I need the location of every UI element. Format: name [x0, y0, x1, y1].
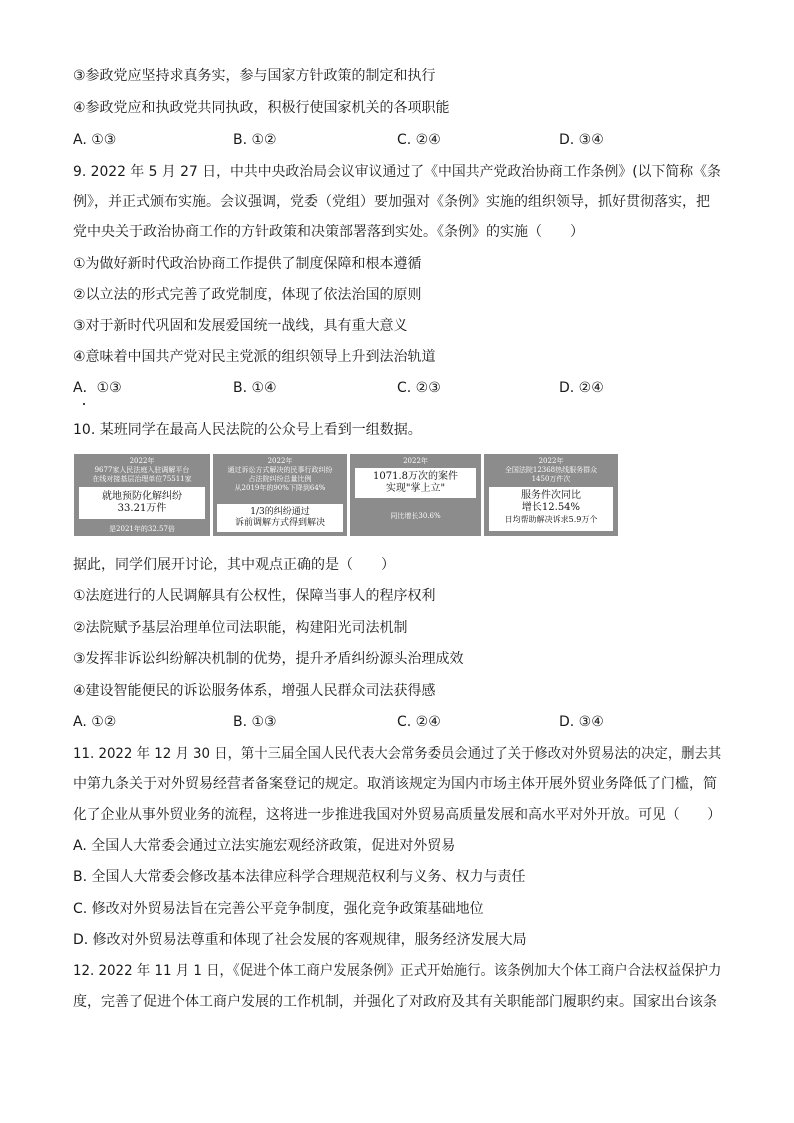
- q9-choice-a[interactable]: A．①③: [73, 380, 122, 396]
- q8-choice-a[interactable]: A. ①③: [73, 132, 117, 148]
- panel-1-highlight-box: [79, 487, 205, 519]
- panel-4-foot: 日均帮助解决诉求5.9万个: [504, 515, 598, 524]
- q11-option-a[interactable]: A. 全国人大常委会通过立法实施宏观经济政策，促进对外贸易: [73, 838, 456, 854]
- infographic-panel-1: [74, 454, 210, 536]
- panel-1-box-line-2: 33.21万件: [117, 503, 167, 514]
- q10-choice-d[interactable]: D. ③④: [559, 714, 604, 730]
- panel-2-desc-2: 占法院纠纷总量比例: [248, 475, 312, 483]
- q9-choice-c[interactable]: C. ②③: [397, 380, 441, 396]
- panel-2-box-line-2: 诉前调解方式得到解决: [234, 518, 325, 528]
- panel-4-highlight-box: [489, 487, 613, 531]
- q8-choices: [73, 130, 733, 150]
- panel-4-desc-1: 全国法院12368热线服务群众: [504, 466, 598, 474]
- infographic-panel-4: [484, 454, 618, 536]
- panel-2-highlight-box: [217, 504, 343, 532]
- q9-option-3: ③对于新时代巩固和发展爱国统一战线，具有重大意义: [73, 318, 408, 334]
- court-data-infographic: [74, 454, 618, 536]
- q12-stem-line-1: 12. 2022 年 11 月 1 日，《促进个体工商户发展条例》正式开始施行。该条例加大个体工商户合法权益保护力: [73, 963, 722, 979]
- panel-2-desc-1: 通过诉讼方式解决的民事行政纠纷: [227, 466, 333, 474]
- panel-1-year: 2022年: [129, 457, 155, 465]
- panel-2-year: 2022年: [267, 457, 293, 465]
- panel-1-desc-1: 9677家人民法庭入驻调解平台: [94, 466, 190, 474]
- q9-stem-line-2: 例》，并正式颁布实施。会议强调，党委（党组）要加强对《条例》实施的组织领导，抓好贯彻落实，把: [73, 194, 710, 210]
- q10-stem-line-2: 据此，同学们展开讨论，其中观点正确的是（ ）: [73, 557, 395, 573]
- q9-option-4: ④意味着中国共产党对民主党派的组织领导上升到法治轨道: [73, 349, 436, 365]
- panel-1-box-line-1: 就地预防化解纠纷: [102, 491, 182, 502]
- panel-2-desc-3: 从2019年的90%下降到64%: [234, 484, 326, 492]
- q9-option-2: ②以立法的形式完善了政党制度，体现了依法治国的原则: [73, 287, 422, 303]
- q10-choices: [73, 712, 733, 732]
- q8-option-3: ③参政党应坚持求真务实，参与国家方针政策的制定和执行: [73, 68, 436, 84]
- panel-4-year: 2022年: [538, 457, 564, 465]
- q12-stem-line-2: 度，完善了促进个体工商户发展的工作机制，并强化了对政府及其有关职能部门履职约束。国家出台该条: [73, 994, 717, 1010]
- q9-option-1: ①为做好新时代政治协商工作提供了制度保障和根本遵循: [73, 256, 422, 272]
- panel-3-box-line-1: 1071.8万次的案件: [373, 471, 458, 482]
- q11-option-c[interactable]: C. 修改对外贸易法旨在完善公平竞争制度，强化竞争政策基础地位: [73, 901, 484, 917]
- q10-option-1: ①法庭进行的人民调解具有公权性，保障当事人的程序权利: [73, 588, 436, 604]
- q8-choice-c[interactable]: C. ②④: [397, 132, 441, 148]
- infographic-panel-2: [213, 454, 347, 536]
- panel-1-desc-2: 在线对接基层治理单位75511家: [92, 475, 192, 483]
- panel-3-year: 2022年: [403, 457, 428, 465]
- infographic-panel-3: [350, 454, 481, 536]
- q10-choice-b[interactable]: B. ①③: [233, 714, 277, 730]
- q9-stem-line-1: 9. 2022 年 5 月 27 日，中共中央政治局会议审议通过了《中国共产党政治协商工作条例》(以下简称《条: [73, 164, 721, 180]
- q10-choice-c[interactable]: C. ②④: [397, 714, 441, 730]
- q9-choices: [73, 378, 733, 398]
- q10-stem-line-1: 10. 某班同学在最高人民法院的公众号上看到一组数据。: [73, 422, 422, 438]
- panel-4-box-line-1: 服务件次同比: [521, 490, 581, 501]
- q10-option-3: ③发挥非诉讼纠纷解决机制的优势，提升矛盾纠纷源头治理成效: [73, 651, 464, 667]
- q9-stem-line-3: 党中央关于政治协商工作的方针政策和决策部署落到实处。《条例》的实施（ ）: [73, 224, 584, 240]
- q10-choice-a[interactable]: A. ①②: [73, 714, 117, 730]
- q8-choice-b[interactable]: B. ①②: [233, 132, 277, 148]
- q9-choice-b[interactable]: B. ①④: [233, 380, 277, 396]
- panel-1-foot: 是2021年的32.57倍: [109, 525, 175, 533]
- q11-option-d[interactable]: D. 修改对外贸易法尊重和体现了社会发展的客观规律，服务经济发展大局: [73, 932, 527, 948]
- panel-4-box-line-2: 增长12.54%: [521, 502, 581, 513]
- stray-dot: [83, 403, 85, 405]
- panel-2-box-line-1: 1/3的纠纷通过: [250, 507, 310, 517]
- q11-stem-line-1: 11. 2022 年 12 月 30 日，第十三届全国人民代表大会常务委员会通过了关于修改对外贸易法的决定，删去其: [73, 746, 722, 762]
- panel-3-foot: 同比增长30.6%: [390, 512, 441, 520]
- panel-3-box-line-2: 实现"掌上立": [385, 483, 446, 494]
- q10-option-2: ②法院赋予基层治理单位司法职能，构建阳光司法机制: [73, 620, 408, 636]
- q10-option-4: ④建设智能便民的诉讼服务体系，增强人民群众司法获得感: [73, 683, 436, 699]
- panel-4-desc-2: 1450万件次: [531, 475, 571, 483]
- q11-option-b[interactable]: B. 全国人大常委会修改基本法律应科学合理规范权利与义务、权力与责任: [73, 869, 526, 885]
- q11-stem-line-3: 化了企业从事外贸业务的流程，这将进一步推进我国对外贸易高质量发展和高水平对外开放。可见（ ）: [73, 807, 721, 823]
- q8-option-4: ④参政党应和执政党共同执政，积极行使国家机关的各项职能: [73, 100, 450, 116]
- q11-stem-line-2: 中第九条关于对外贸易经营者备案登记的规定。取消该规定为国内市场主体开展外贸业务降低了门槛，简: [73, 776, 717, 792]
- panel-3-highlight-box: [355, 468, 476, 498]
- q8-choice-d[interactable]: D. ③④: [559, 132, 604, 148]
- q9-choice-d[interactable]: D. ②④: [559, 380, 604, 396]
